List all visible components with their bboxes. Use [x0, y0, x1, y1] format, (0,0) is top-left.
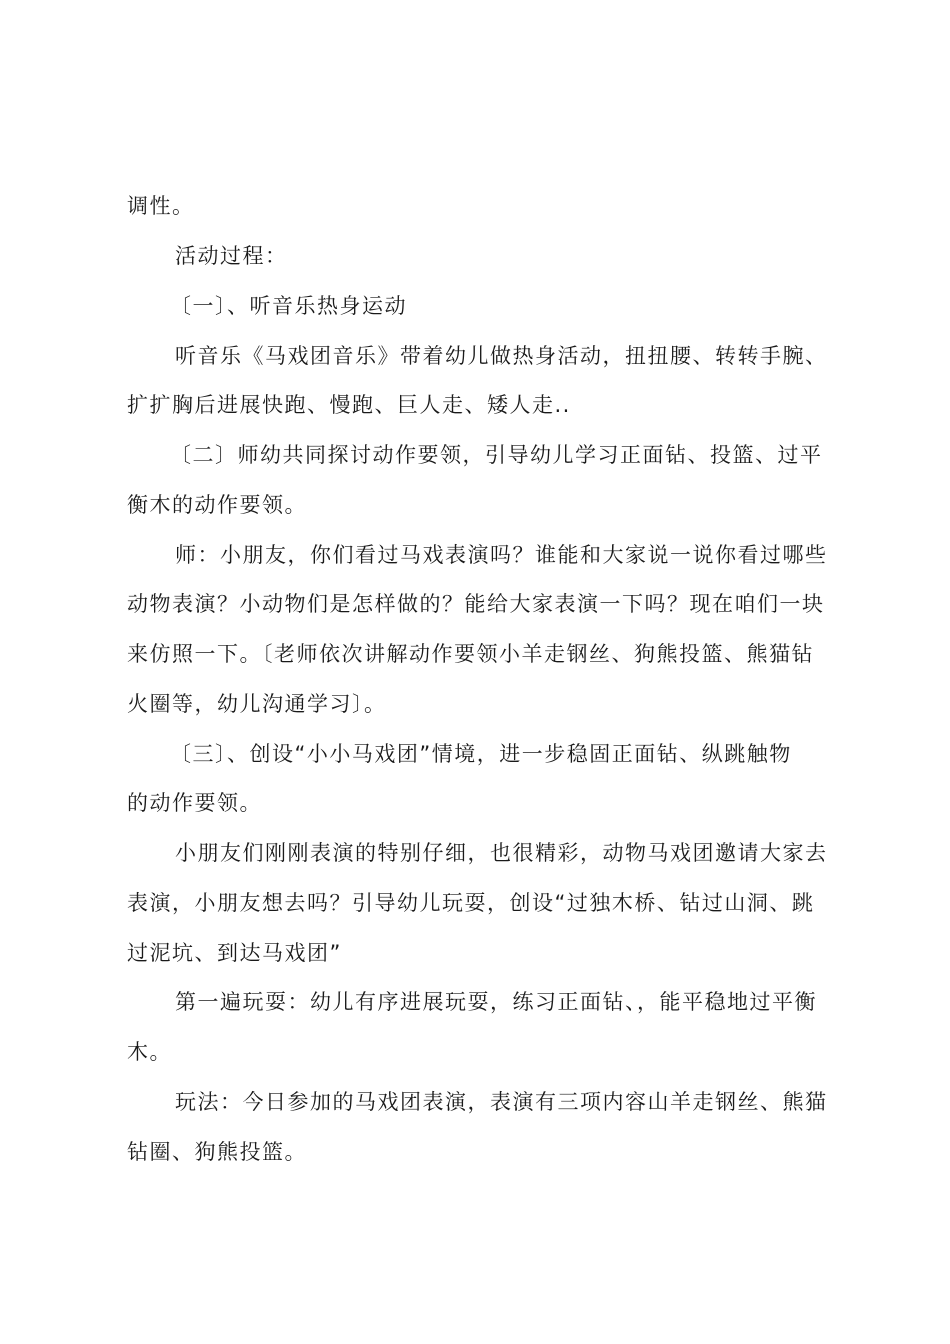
text-line-content: 表演，小朋友想去吗？引导幼儿玩耍，创设“过独木桥、钻过山洞、跳: [127, 891, 815, 915]
text-line: [0, 785, 950, 821]
text-line-content: 的动作要领。: [127, 791, 262, 815]
text-line: [0, 1134, 950, 1170]
text-line-content: 扩扩胸后进展快跑、慢跑、巨人走、矮人走..: [127, 393, 571, 417]
text-line-content: 〔二〕师幼共同探讨动作要领，引导幼儿学习正面钻、投篮、过平: [170, 443, 823, 467]
text-line-content: 听音乐《马戏团音乐》带着幼儿做热身活动，扭扭腰、转转手腕、: [175, 344, 828, 368]
text-line-content: 玩法：今日参加的马戏团表演，表演有三项内容山羊走钢丝、熊猫: [175, 1090, 828, 1114]
text-line-content: 火圈等，幼儿沟通学习〕。: [127, 692, 387, 716]
text-line: [0, 1084, 950, 1120]
text-line-content: 第一遍玩耍：幼儿有序进展玩耍，练习正面钻、，能平稳地过平衡: [175, 990, 817, 1014]
text-line-content: 动物表演？小动物们是怎样做的？能给大家表演一下吗？现在咱们一块: [127, 592, 825, 616]
text-line-content: 来仿照一下。〔老师依次讲解动作要领小羊走钢丝、狗熊投篮、熊猫钻: [127, 642, 814, 666]
text-line: [0, 387, 950, 423]
text-line: [0, 338, 950, 374]
text-line-content: 钻圈、狗熊投篮。: [127, 1140, 307, 1164]
text-line-content: 小朋友们刚刚表演的特别仔细，也很精彩，动物马戏团邀请大家去: [175, 841, 828, 865]
text-line: [0, 636, 950, 672]
text-line: [0, 487, 950, 523]
text-line: [0, 736, 950, 772]
text-line: [0, 885, 950, 921]
text-line-content: 师：小朋友，你们看过马戏表演吗？谁能和大家说一说你看过哪些: [175, 543, 828, 567]
text-line-content: 〔一〕、听音乐热身运动: [170, 294, 407, 318]
text-line-content: 〔三〕、创设“小小马戏团”情境，进一步稳固正面钻、纵跳触物: [170, 742, 792, 766]
text-line: [0, 686, 950, 722]
text-line: [0, 288, 950, 324]
text-line: [0, 437, 950, 473]
text-line: [0, 537, 950, 573]
text-line: [0, 1034, 950, 1070]
text-line: [0, 984, 950, 1020]
text-line-content: 过泥坑、到达马戏团”: [127, 941, 342, 965]
text-line: [0, 188, 950, 224]
text-line-content: 调性。: [127, 194, 195, 218]
text-line: [0, 238, 950, 274]
text-line-content: 衡木的动作要领。: [127, 493, 307, 517]
text-line-content: 活动过程：: [175, 244, 288, 268]
text-line: [0, 935, 950, 971]
text-line: [0, 586, 950, 622]
text-line: [0, 835, 950, 871]
text-line-content: 木。: [127, 1040, 172, 1064]
